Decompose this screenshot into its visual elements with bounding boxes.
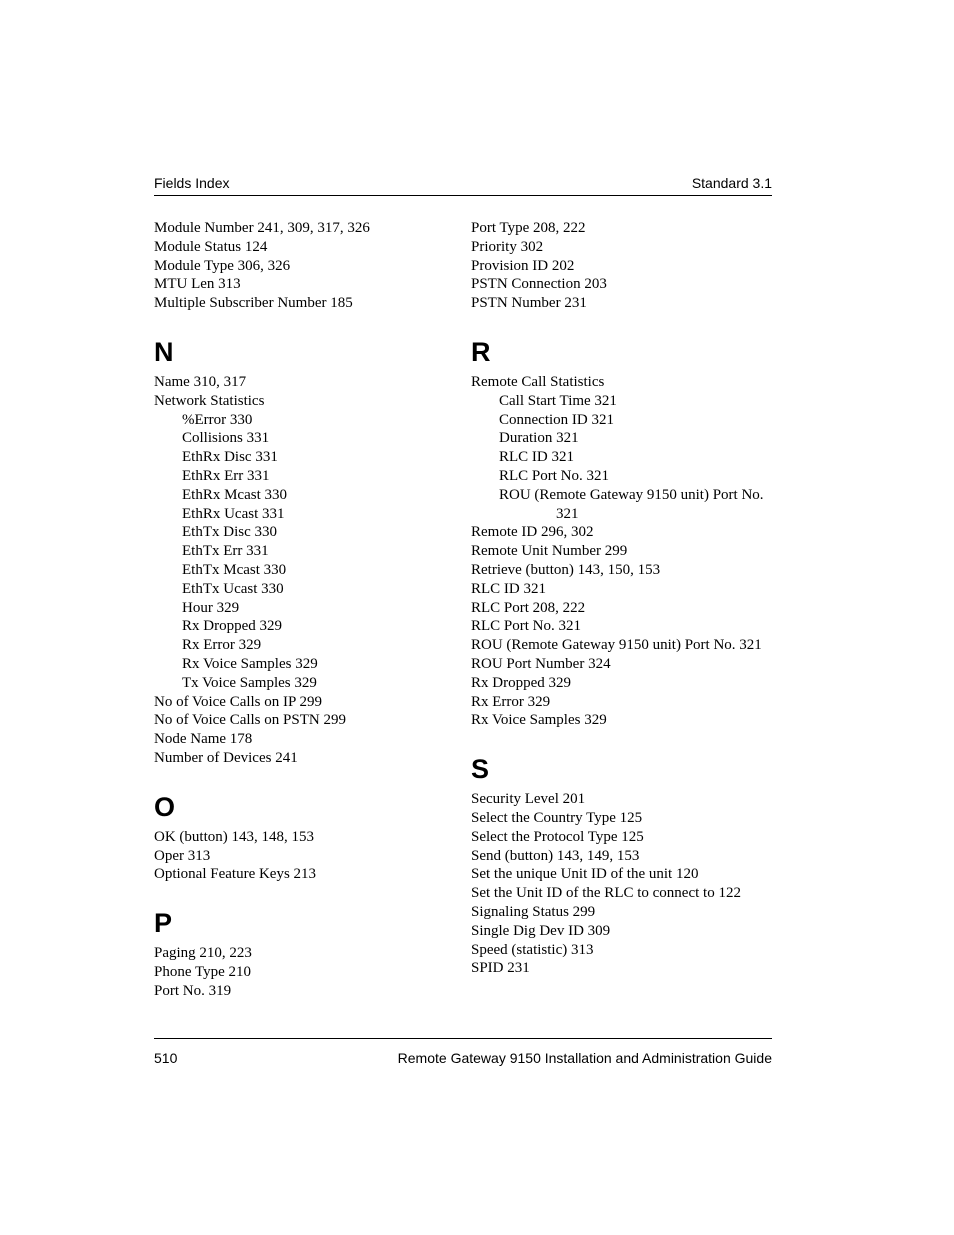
index-entry: Retrieve (button) 143, 150, 153	[471, 561, 661, 578]
index-entry: PSTN Number 231	[471, 295, 587, 312]
index-entry: Signaling Status 299	[471, 903, 596, 920]
index-subentry: Connection ID 321	[499, 411, 614, 428]
index-entry: Number of Devices 241	[154, 749, 298, 766]
index-subentry: Tx Voice Samples 329	[182, 674, 317, 691]
index-entry: Speed (statistic) 313	[471, 941, 594, 958]
index-entry: Security Level 201	[471, 791, 586, 808]
index-entry: Select the Protocol Type 125	[471, 828, 644, 845]
running-footer-title: Remote Gateway 9150 Installation and Administration Guide	[397, 1050, 772, 1066]
index-entry: Remote Unit Number 299	[471, 543, 628, 560]
index-group-p	[154, 944, 454, 1000]
index-group-n	[154, 373, 454, 768]
index-entry: Remote Call Statistics	[471, 373, 605, 390]
index-subentry: EthTx Disc 330	[182, 524, 277, 541]
index-entry: Select the Country Type 125	[471, 809, 643, 826]
index-entry: No of Voice Calls on IP 299	[154, 693, 323, 710]
index-subentry: ROU (Remote Gateway 9150 unit) Port No.	[499, 486, 764, 503]
index-entry: Port No. 319	[154, 982, 232, 999]
index-entry: Multiple Subscriber Number 185	[154, 295, 353, 312]
index-subentry: RLC Port No. 321	[499, 467, 610, 484]
index-entry: Node Name 178	[154, 731, 253, 748]
index-group-p-continued	[471, 219, 781, 313]
index-entry: Provision ID 202	[471, 257, 575, 274]
index-letter-heading: O	[154, 791, 176, 822]
index-entry: RLC Port No. 321	[471, 618, 582, 635]
index-subentry: EthTx Err 331	[182, 543, 269, 560]
index-subentry: Call Start Time 321	[499, 392, 617, 409]
index-subentry-continuation: 321	[556, 505, 579, 522]
index-entry: PSTN Connection 203	[471, 276, 607, 293]
index-entry: Send (button) 143, 149, 153	[471, 847, 640, 864]
index-entry: Module Status 124	[154, 238, 268, 255]
index-entry: Network Statistics	[154, 392, 265, 409]
index-entry: Port Type 208, 222	[471, 220, 586, 236]
index-subentry: EthRx Mcast 330	[182, 486, 287, 503]
index-entry: RLC Port 208, 222	[471, 599, 586, 616]
index-subentry: Hour 329	[182, 599, 240, 616]
index-subentry: Rx Voice Samples 329	[182, 655, 318, 672]
index-group-o	[154, 828, 454, 884]
index-entry: Priority 302	[471, 238, 544, 255]
index-entry: Optional Feature Keys 213	[154, 866, 317, 883]
index-subentry: EthTx Ucast 330	[182, 580, 284, 597]
index-subentry: EthTx Mcast 330	[182, 561, 287, 578]
index-entry: Remote ID 296, 302	[471, 524, 594, 541]
index-subentry: Rx Dropped 329	[182, 618, 282, 635]
index-entry: Module Number 241, 309, 317, 326	[154, 220, 370, 236]
index-entry: Set the Unit ID of the RLC to connect to 122	[471, 885, 741, 902]
index-column-left	[154, 219, 454, 1001]
index-entry: Name 310, 317	[154, 373, 247, 390]
index-entry: Paging 210, 223	[154, 945, 252, 962]
index-column-right	[471, 219, 781, 978]
index-entry: RLC ID 321	[471, 580, 546, 597]
index-subentry: RLC ID 321	[499, 449, 574, 466]
index-entry: Phone Type 210	[154, 963, 252, 980]
index-entry: Rx Dropped 329	[471, 674, 571, 691]
index-subentry: Collisions 331	[182, 430, 270, 447]
index-subentry: Duration 321	[499, 430, 579, 447]
index-entry: Oper 313	[154, 847, 211, 864]
index-group-s	[471, 790, 781, 978]
index-letter-heading: S	[471, 754, 490, 785]
index-entry: MTU Len 313	[154, 276, 241, 293]
running-header-section: Fields Index	[154, 175, 230, 191]
index-entry: ROU (Remote Gateway 9150 unit) Port No. 321	[471, 637, 762, 654]
index-subentry: EthRx Disc 331	[182, 449, 278, 466]
index-subentry: Rx Error 329	[182, 637, 262, 654]
index-entry: SPID 231	[471, 960, 530, 977]
index-group-r	[471, 373, 781, 730]
index-letter-heading: N	[154, 336, 174, 367]
index-group-m-continued	[154, 219, 454, 313]
index-entry: Set the unique Unit ID of the unit 120	[471, 866, 699, 883]
index-letter-heading: P	[154, 908, 173, 939]
index-subentry: EthRx Ucast 331	[182, 505, 285, 522]
index-entry: ROU Port Number 324	[471, 655, 611, 672]
index-entry: Single Dig Dev ID 309	[471, 922, 611, 939]
index-subentry: EthRx Err 331	[182, 467, 270, 484]
index-entry: Rx Voice Samples 329	[471, 712, 607, 729]
index-entry: Module Type 306, 326	[154, 257, 291, 274]
footer-rule	[154, 1038, 772, 1039]
header-rule	[154, 195, 772, 196]
page-number: 510	[154, 1050, 178, 1066]
index-letter-heading: R	[471, 336, 491, 367]
running-header-version: Standard 3.1	[691, 175, 772, 191]
index-entry: Rx Error 329	[471, 693, 551, 710]
index-subentry: %Error 330	[182, 411, 253, 428]
index-entry: OK (button) 143, 148, 153	[154, 828, 314, 845]
index-entry: No of Voice Calls on PSTN 299	[154, 712, 346, 729]
